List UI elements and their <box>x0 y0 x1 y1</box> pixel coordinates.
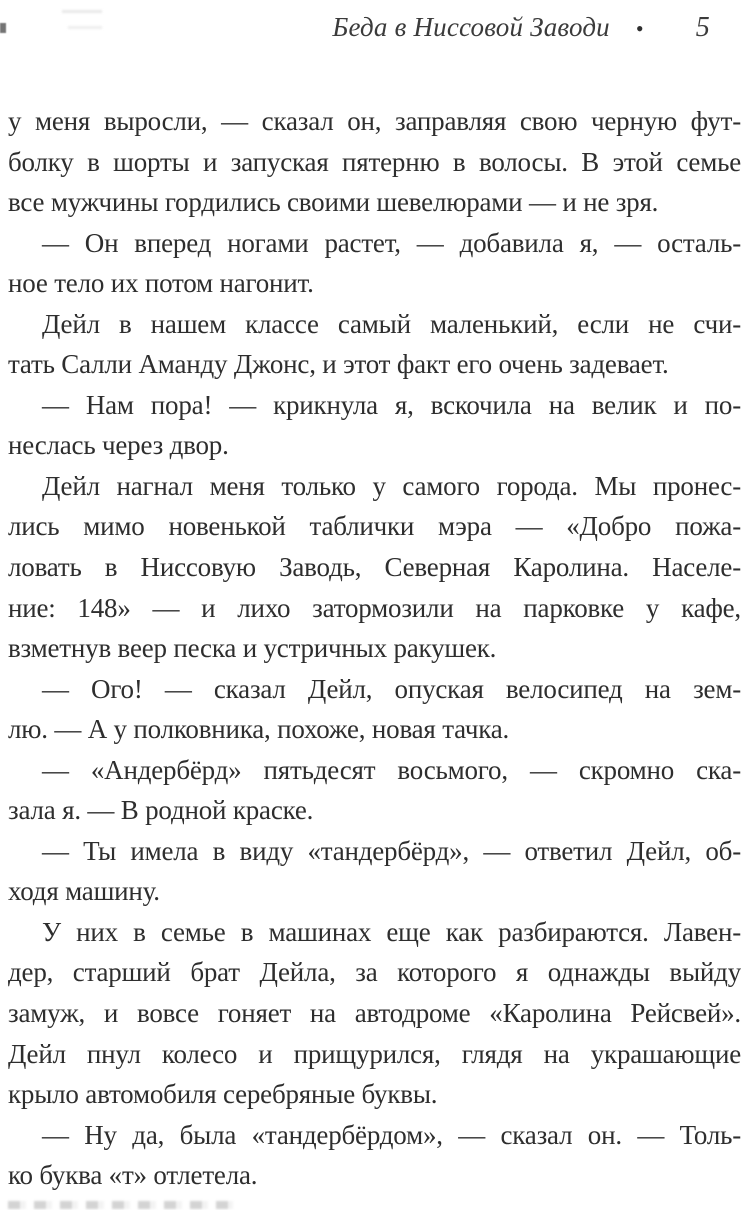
text-line: — Ну да, была «тандербёрдом», — сказал он. — Толь- <box>42 1119 741 1150</box>
text-line: — Ого! — сказал Дейл, опуская велосипед на зем- <box>42 673 741 704</box>
text-line: — Он вперед ногами растет, — добавила я, — осталь- <box>42 227 741 258</box>
text-line: Дейл нагнал меня только у самого города. Мы пронес- <box>42 470 741 501</box>
text-line: ко буква «т» отлетела. <box>8 1160 258 1191</box>
text-line: дер, старший брат Дейла, за которого я однажды выйду <box>8 957 741 988</box>
text-line: зала я. — В родной краске. <box>8 795 314 826</box>
text-line: Дейл пнул колесо и прищурился, глядя на украшающие <box>8 1038 741 1069</box>
text-line: тать Салли Аманду Джонс, и этот факт его очень задевает. <box>8 349 669 380</box>
text-line: крыло автомобиля серебряные буквы. <box>8 1079 438 1110</box>
text-line: У них в семье в машинах еще как разбираются. Лавен- <box>42 916 741 947</box>
bullet-separator: • <box>635 16 644 41</box>
page-number: 5 <box>695 12 710 43</box>
scan-artifact-smudge <box>62 10 122 32</box>
text-line: болку в шорты и запуская пятерню в волосы. В этой семье <box>8 146 741 177</box>
text-line: лю. — А у полковника, похоже, новая тачка. <box>8 714 510 745</box>
text-line: все мужчины гордились своими шевелюрами — и не зря. <box>8 187 659 218</box>
text-line: — Нам пора! — крикнула я, вскочила на велик и по- <box>42 389 741 420</box>
text-line: замуж, и вовсе гоняет на автодроме «Каролина Рейсвей». <box>8 998 741 1029</box>
scan-artifact-ghost-line <box>8 1201 233 1209</box>
text-line: — Ты имела в виду «тандербёрд», — ответил Дейл, об- <box>42 835 741 866</box>
text-line: — «Андербёрд» пятьдесят восьмого, — скромно ска- <box>42 754 741 785</box>
text-line: ходя машину. <box>8 876 160 907</box>
text-line: Дейл в нашем классе самый маленький, если не счи- <box>42 308 741 339</box>
text-line: ние: 148» — и лихо затормозили на парковке у кафе, <box>8 592 741 623</box>
text-line: ное тело их потом нагонит. <box>8 268 314 299</box>
text-line: лись мимо новенькой таблички мэра — «Добро пожа- <box>8 511 741 542</box>
running-head-title: Беда в Ниссовой Заводи <box>332 12 610 42</box>
scan-artifact-notch <box>0 23 6 33</box>
body-text <box>8 101 741 1196</box>
text-line: ловать в Ниссовую Заводь, Северная Каролина. Населе- <box>8 552 741 583</box>
text-line: взметнув веер песка и устричных ракушек. <box>8 633 497 664</box>
text-line: у меня выросли, — сказал он, заправляя свою черную фут- <box>8 106 741 136</box>
text-line: неслась через двор. <box>8 430 229 461</box>
